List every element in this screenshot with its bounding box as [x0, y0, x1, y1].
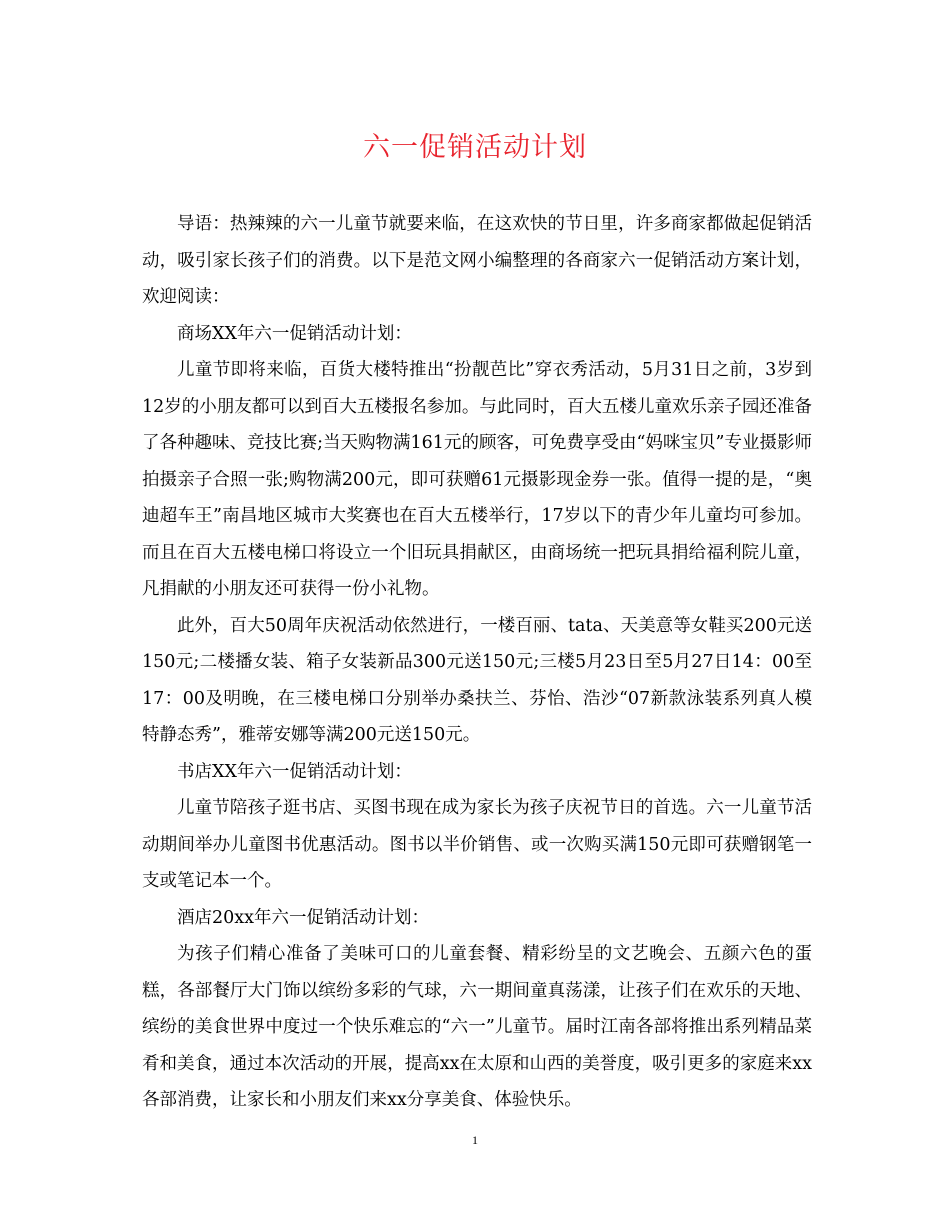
- page-number: 1: [472, 1133, 478, 1147]
- document-title: 六一促销活动计划: [363, 132, 587, 163]
- section-heading-bookstore: 书店XX年六一促销活动计划：: [177, 761, 412, 782]
- section-heading-hotel: 酒店20xx年六一促销活动计划：: [177, 907, 430, 928]
- mall-paragraph-2: 此外，百大50周年庆祝活动依然进行，一楼百丽、tata、天美意等女鞋买200元送150元;二楼播女装、箱子女装新品300元送150元;三楼5月23日至5月27日14：00至17：00及明晚，在三楼电梯口分别举办桑扶兰、芬怡、浩沙“07新款泳装系列真人模特静态秀”，雅蒂安娜等满200元送150元。: [142, 615, 812, 745]
- document-body: [142, 206, 812, 1119]
- bookstore-paragraph: 儿童节陪孩子逛书店、买图书现在成为家长为孩子庆祝节日的首选。六一儿童节活动期间举办儿童图书优惠活动。图书以半价销售、或一次购买满150元即可获赠钢笔一支或笔记本一个。: [142, 798, 812, 891]
- section-heading-mall: 商场XX年六一促销活动计划：: [177, 323, 412, 344]
- mall-paragraph-1: 儿童节即将来临，百货大楼特推出“扮靓芭比”穿衣秀活动，5月31日之前，3岁到12岁的小朋友都可以到百大五楼报名参加。与此同时，百大五楼儿童欢乐亲子园还准备了各种趣味、竞技比赛;当天购物满161元的顾客，可免费享受由“妈咪宝贝”专业摄影师拍摄亲子合照一张;购物满200元，即可获赠61元摄影现金券一张。值得一提的是，“奥迪超车王”南昌地区城市大奖赛也在百大五楼举行，17岁以下的青少年儿童均可参加。而且在百大五楼电梯口将设立一个旧玩具捐献区，由商场统一把玩具捐给福利院儿童，凡捐献的小朋友还可获得一份小礼物。: [142, 360, 812, 599]
- hotel-paragraph: 为孩子们精心准备了美味可口的儿童套餐、精彩纷呈的文艺晚会、五颜六色的蛋糕，各部餐厅大门饰以缤纷多彩的气球，六一期间童真荡漾，让孩子们在欢乐的天地、缤纷的美食世界中度过一个快乐难忘的“六一”儿童节。届时江南各部将推出系列精品菜肴和美食，通过本次活动的开展，提高xx在太原和山西的美誉度，吸引更多的家庭来xx各部消费，让家长和小朋友们来xx分享美食、体验快乐。: [142, 944, 812, 1110]
- intro-paragraph: 导语：热辣辣的六一儿童节就要来临，在这欢快的节日里，许多商家都做起促销活动，吸引家长孩子们的消费。以下是范文网小编整理的各商家六一促销活动方案计划，欢迎阅读：: [142, 214, 812, 307]
